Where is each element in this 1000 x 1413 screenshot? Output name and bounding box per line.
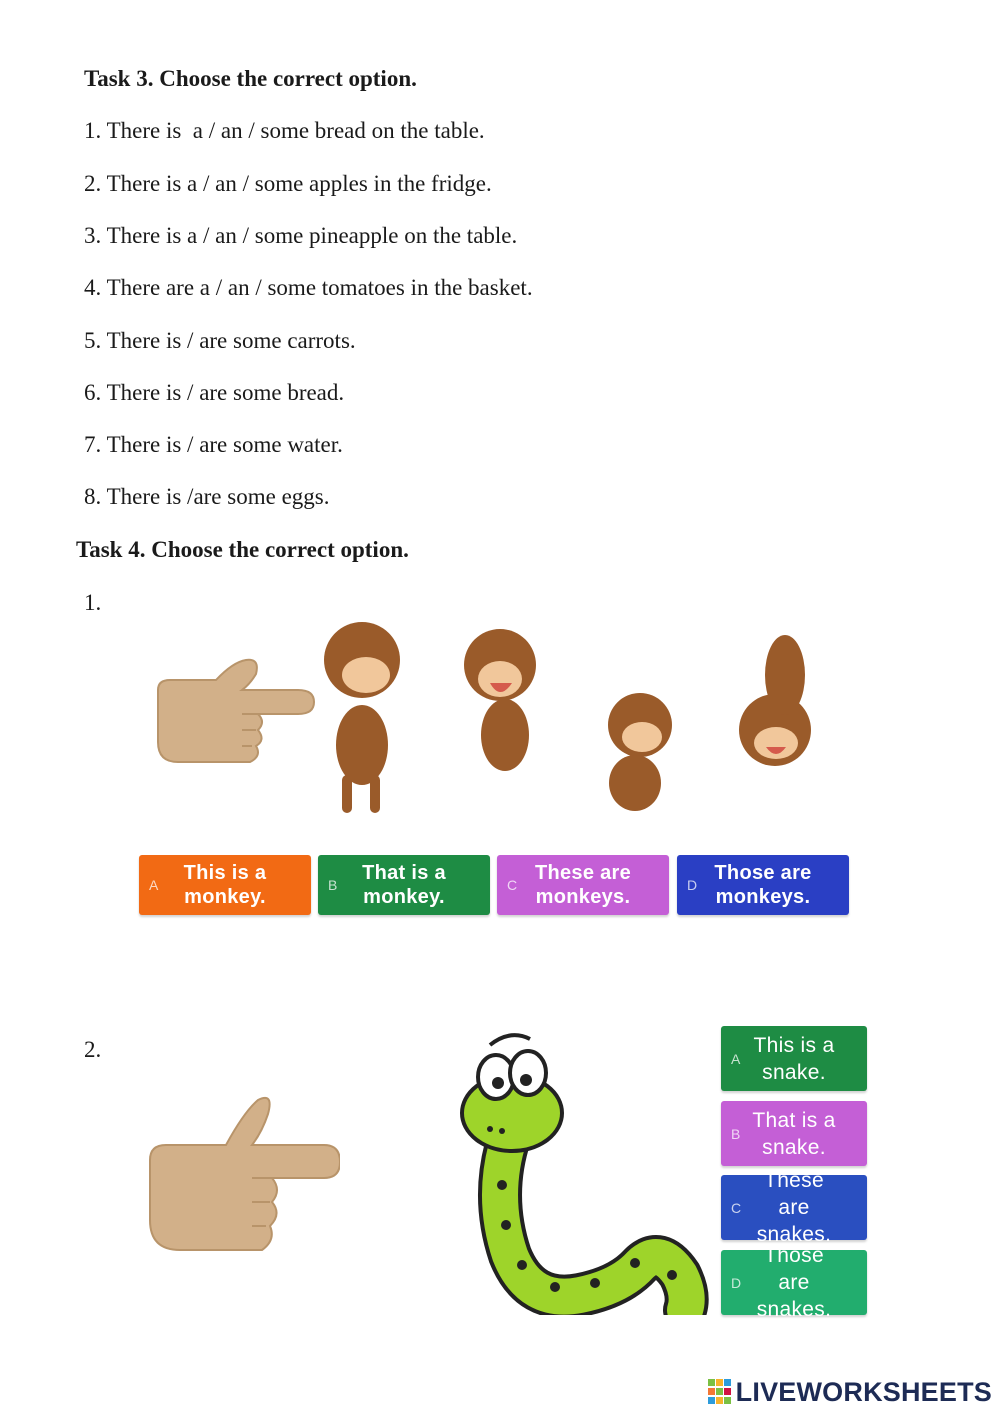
pointing-hand-icon — [138, 650, 318, 780]
monkeys-illustration — [300, 605, 840, 825]
option-letter: C — [507, 877, 518, 893]
question-1-number: 1. — [84, 590, 102, 615]
option-letter: B — [328, 877, 338, 893]
option-text: Those are monkeys. — [714, 862, 812, 908]
logo-text: LIVEWORKSHEETS — [735, 1376, 992, 1407]
task3-item-7: 7. There is / are some water. — [84, 432, 343, 457]
option-text: Those are snakes. — [756, 1244, 832, 1321]
pointing-hand-icon — [140, 1090, 340, 1280]
task3-item-2: 2. There is a / an / some apples in the fridge. — [84, 171, 492, 196]
q2-option-d-button[interactable] — [721, 1244, 867, 1321]
option-text: That is a monkey. — [362, 862, 446, 908]
option-text: That is a snake. — [752, 1108, 836, 1159]
task3-item-8: 8. There is /are some eggs. — [84, 484, 330, 509]
task3-item-3: 3. There is a / an / some pineapple on the table. — [84, 223, 518, 248]
option-letter: A — [149, 877, 159, 893]
q2-option-a-button[interactable] — [721, 1026, 867, 1091]
task3-title: Task 3. Choose the correct option. — [84, 66, 417, 91]
option-text: This is a monkey. — [183, 862, 267, 908]
question-2-number: 2. — [84, 1037, 102, 1062]
option-text: These are snakes. — [756, 1169, 832, 1246]
task3-item-6: 6. There is / are some bread. — [84, 380, 345, 405]
option-letter: B — [731, 1125, 741, 1142]
q1-option-c-button[interactable] — [497, 855, 669, 915]
q2-option-c-button[interactable] — [721, 1169, 867, 1246]
q1-option-a-button[interactable] — [139, 855, 311, 915]
liveworksheets-logo[interactable] — [708, 1377, 992, 1407]
option-letter: A — [731, 1050, 741, 1067]
task3-item-1: 1. There is a / an / some bread on the table. — [84, 118, 485, 143]
option-letter: D — [731, 1274, 742, 1291]
q1-option-b-button[interactable] — [318, 855, 490, 915]
q2-option-b-button[interactable] — [721, 1101, 867, 1166]
logo-icon — [708, 1379, 732, 1405]
option-text: These are monkeys. — [534, 862, 632, 908]
task3-item-5: 5. There is / are some carrots. — [84, 328, 356, 353]
option-letter: C — [731, 1199, 742, 1216]
q1-option-d-button[interactable] — [677, 855, 849, 915]
snake-illustration — [450, 1025, 710, 1315]
option-letter: D — [687, 877, 698, 893]
task4-title: Task 4. Choose the correct option. — [76, 537, 409, 562]
option-text: This is a snake. — [753, 1033, 835, 1084]
task3-item-4: 4. There are a / an / some tomatoes in the basket. — [84, 275, 533, 300]
